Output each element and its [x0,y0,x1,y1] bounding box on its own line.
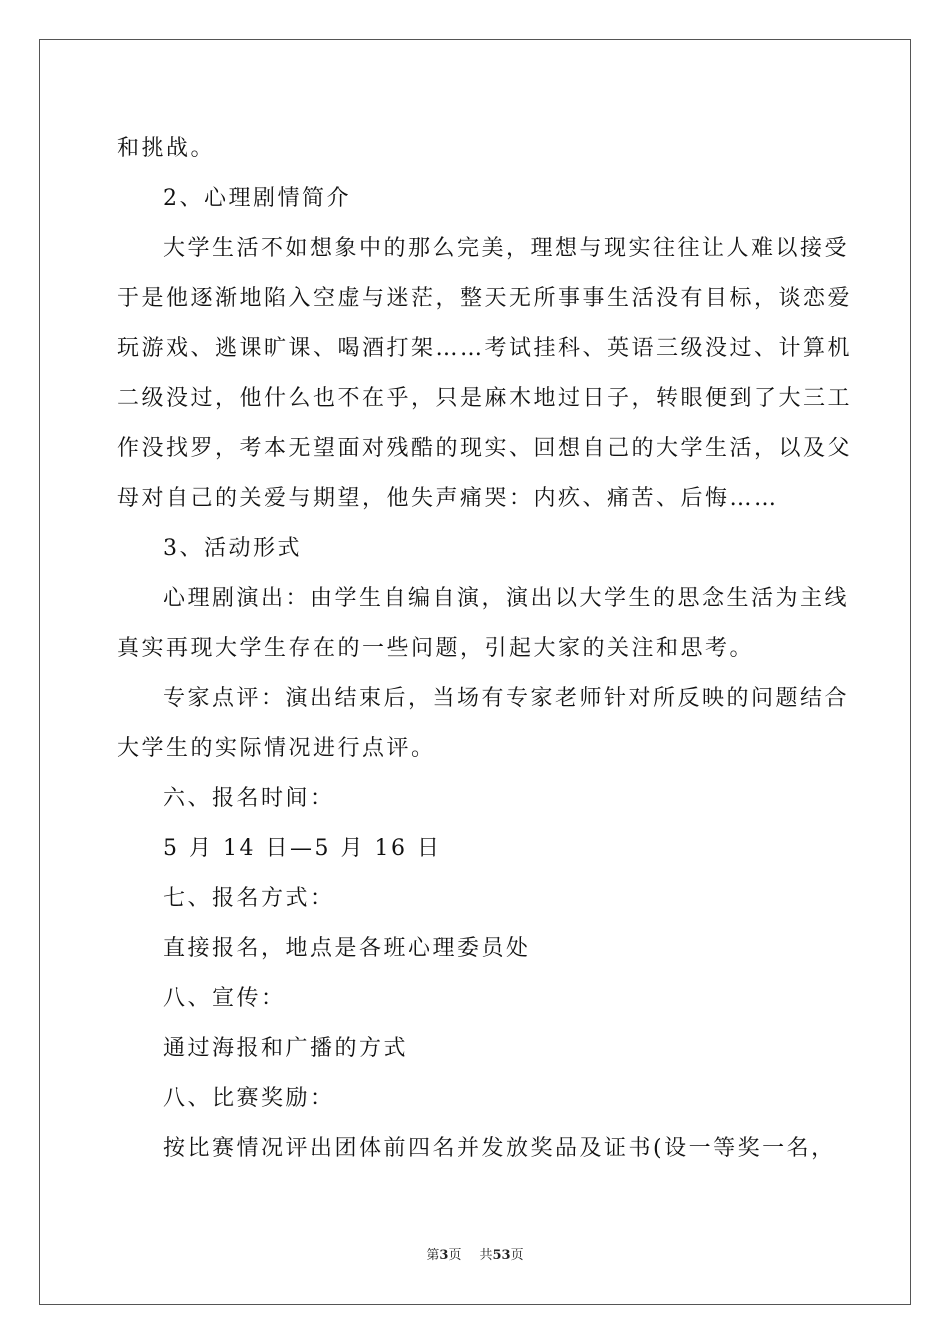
section-heading: 七、报名方式： [163,886,335,911]
text-line: 真实再现大学生存在的一些问题，引起大家的关注和思考。 [117,636,755,661]
section-heading: 八、宣传： [163,986,286,1011]
text-line: 直接报名，地点是各班心理委员处 [163,936,531,961]
section-heading: 3、活动形式 [163,536,302,561]
text-line: 按比赛情况评出团体前四名并发放奖品及证书(设一等奖一名， [163,1136,836,1161]
footer-total-prefix: 共 [479,1248,493,1263]
footer-page-prefix: 第 [426,1248,440,1263]
text-line: 通过海报和广播的方式 [163,1036,409,1061]
text-line: 于是他逐渐地陷入空虚与迷茫，整天无所事事生活没有目标，谈恋爱 [117,286,853,311]
page-footer [0,1244,950,1263]
text-line: 心理剧演出：由学生自编自演，演出以大学生的思念生活为主线 [163,586,850,611]
text-line: 作没找罗，考本无望面对残酷的现实、回想自己的大学生活，以及父 [117,436,853,461]
section-heading: 2、心理剧情简介 [163,186,351,211]
footer-total-suffix: 页 [510,1248,524,1263]
footer-page-suffix: 页 [448,1248,462,1263]
text-line: 母对自己的关爱与期望，他失声痛哭：内疚、痛苦、后悔…… [117,486,779,511]
text-line: 5 月 14 日—5 月 16 日 [163,836,442,861]
text-line: 专家点评：演出结束后，当场有专家老师针对所反映的问题结合 [163,686,850,711]
text-line: 大学生活不如想象中的那么完美，理想与现实往往让人难以接受 [163,236,850,261]
footer-total-number: 53 [492,1248,511,1263]
section-heading: 八、比赛奖励： [163,1086,335,1111]
section-heading: 六、报名时间： [163,786,335,811]
text-line: 玩游戏、逃课旷课、喝酒打架……考试挂科、英语三级没过、计算机 [117,336,853,361]
text-line: 大学生的实际情况进行点评。 [117,736,436,761]
page-border [39,39,911,1305]
footer-page-number: 3 [439,1248,449,1263]
text-line: 二级没过，他什么也不在乎，只是麻木地过日子，转眼便到了大三工 [117,386,853,411]
text-line: 和挑战。 [117,136,216,161]
